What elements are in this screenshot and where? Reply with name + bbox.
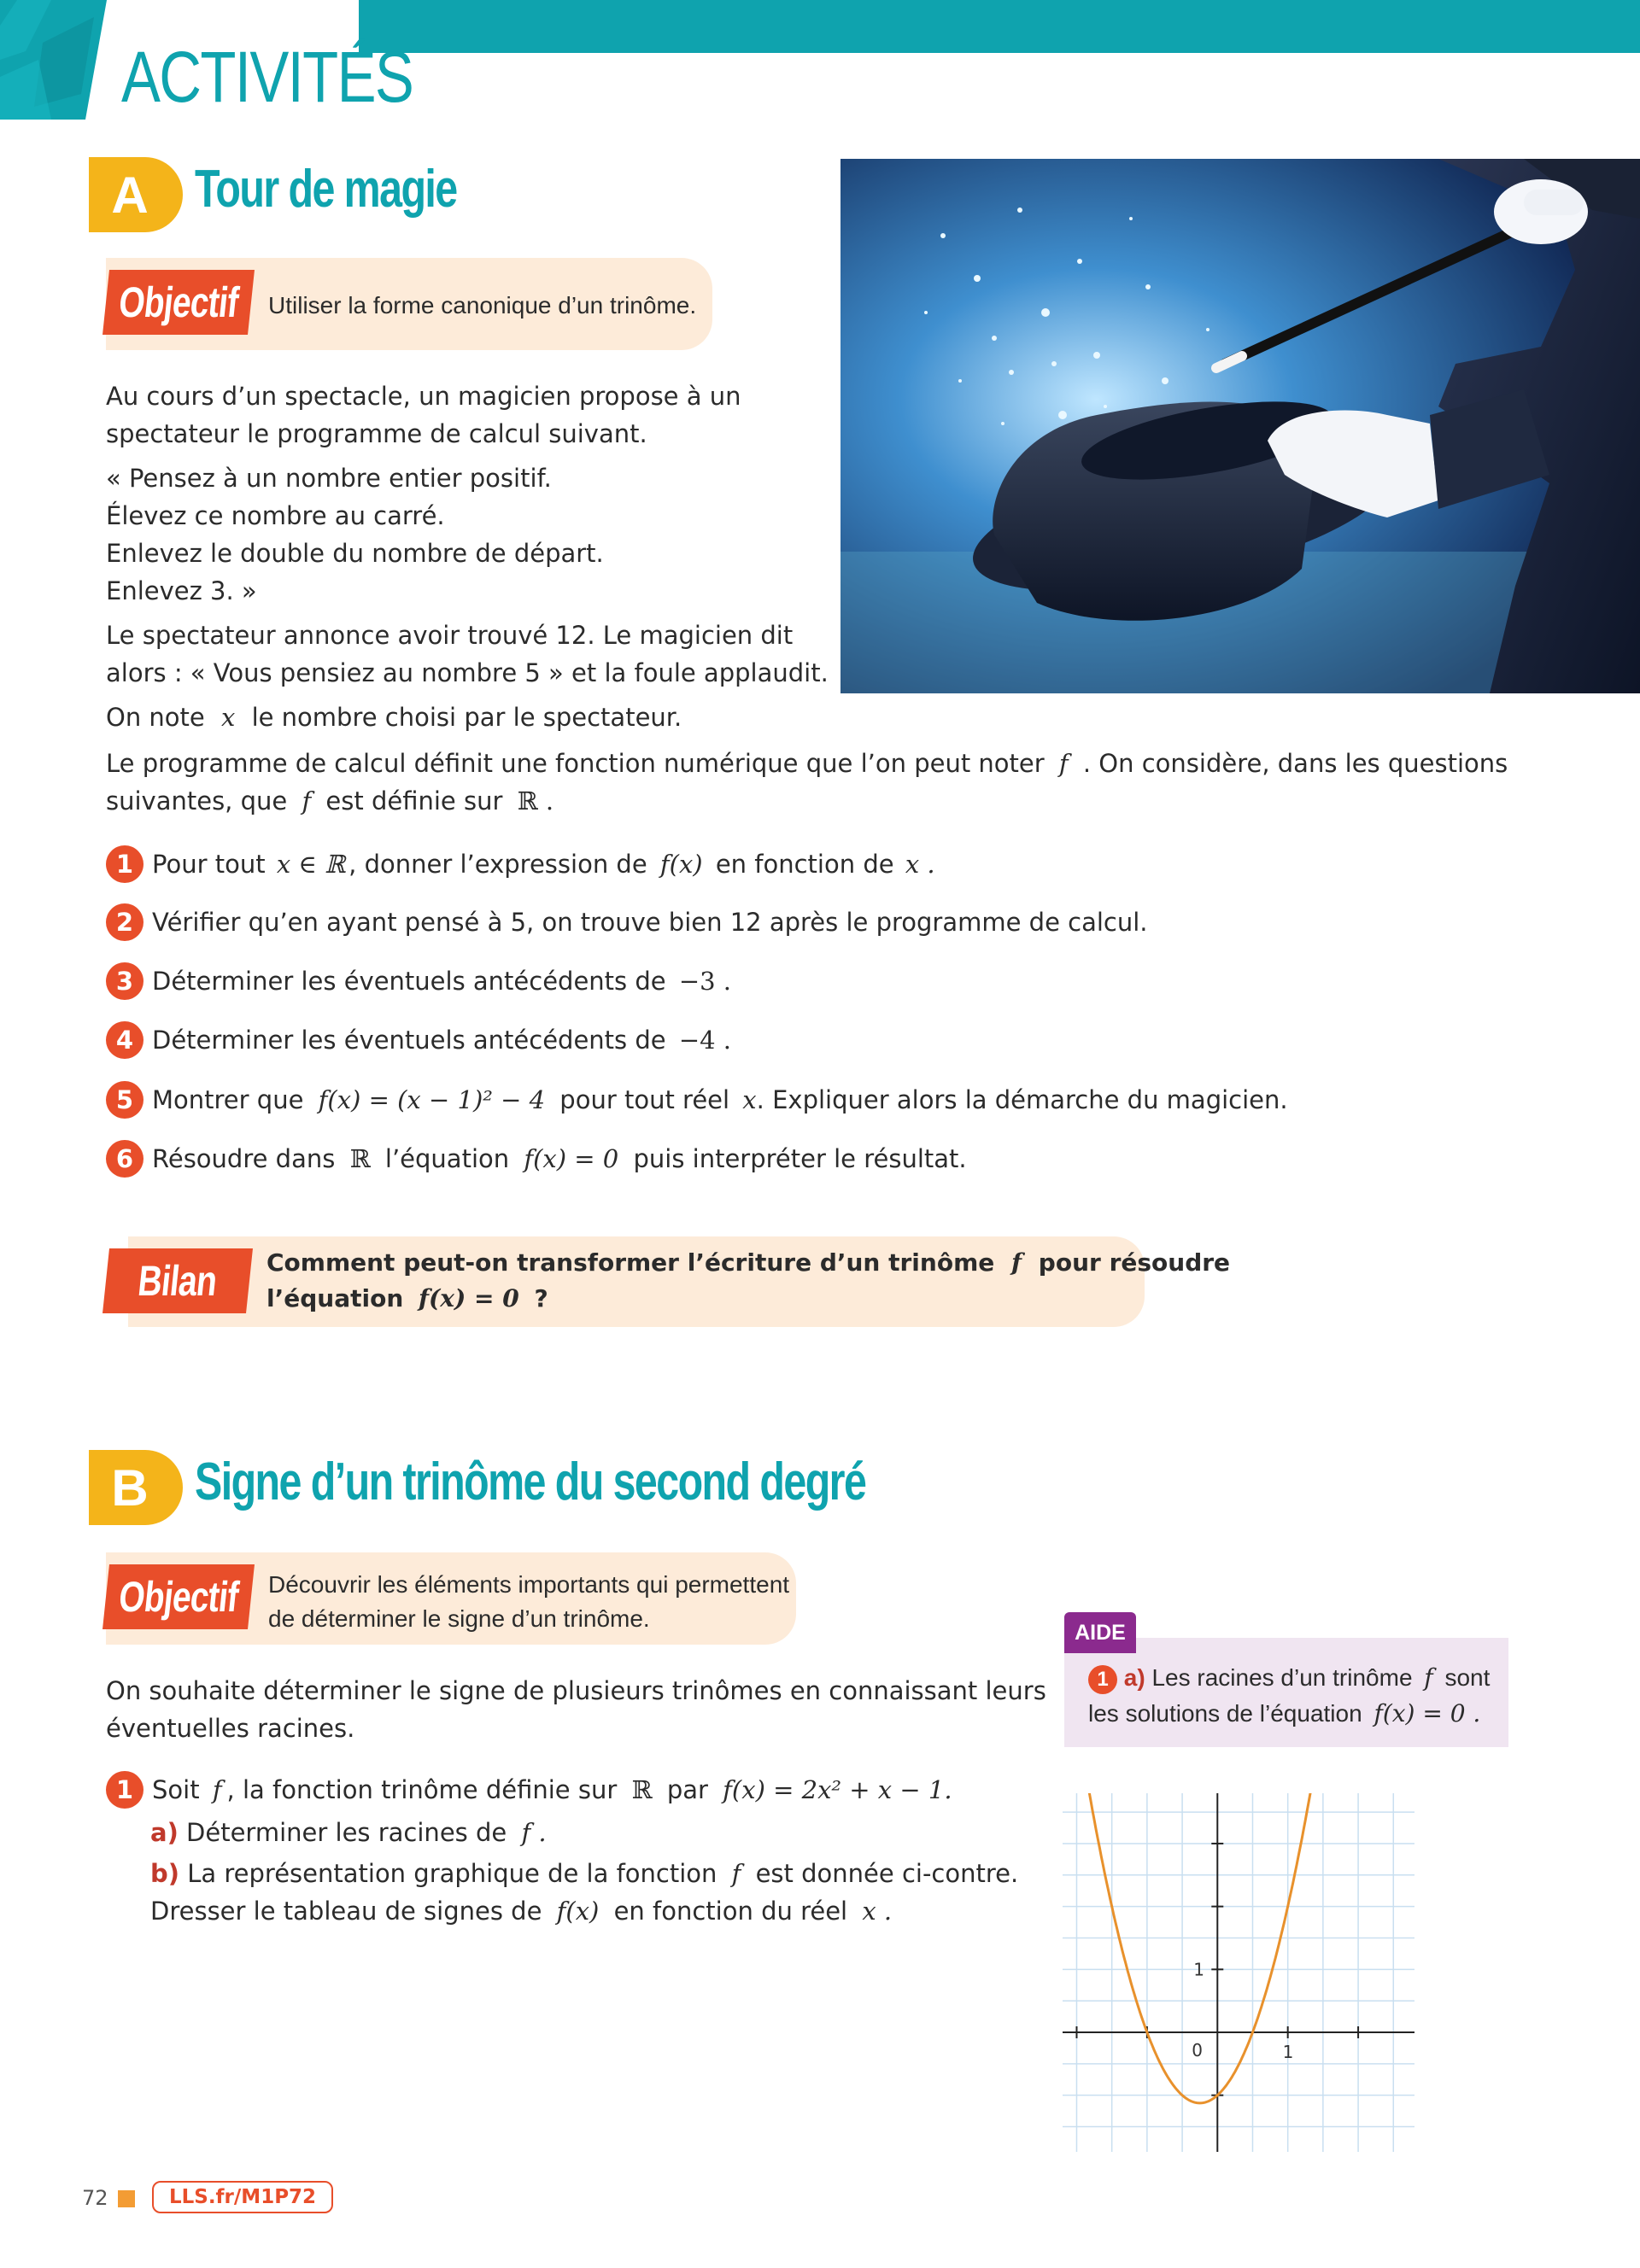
header-band [359,0,1640,53]
question-number-4: 4 [106,1021,144,1059]
question-6: Résoudre dans ℝ l’équation f(x) = 0 puis interpréter le résultat. [152,1144,967,1173]
question-3: Déterminer les éventuels antécédents de −3 . [152,967,732,996]
definition-paragraph [106,745,1508,820]
footer-square-icon [118,2190,135,2207]
aide-tag: AIDE [1064,1612,1136,1653]
question-b-1b: b) La représentation graphique de la fonction f est donnée ci-contre. [150,1859,1019,1888]
bilan-question: Comment peut-on transformer l’écriture d’un trinôme f pour résoudre l’équation f(x) = 0 ? [266,1248,1231,1312]
aide-text: 1 a) Les racines d’un trinôme f sont les solutions de l’équation f(x) = 0 . [1088,1663,1491,1727]
text-segment: On note [106,703,205,732]
page-number: 72 [82,2186,108,2210]
math-set: ℝ . [517,786,554,815]
objectif-b-text: Découvrir les éléments importants qui permettent de déterminer le signe d’un trinôme. [268,1571,790,1632]
text-segment: suivantes, que [106,786,288,815]
bilan-tag: Bilan [102,1248,253,1313]
graph-grid [1063,1793,1414,2152]
text-line: éventuelles racines. [106,1714,355,1743]
text-line: Le spectateur annonce avoir trouvé 12. Le magicien dit [106,621,794,650]
origin-label: 0 [1192,2040,1204,2060]
x-tick-label: 1 [1282,2042,1294,2062]
question-4: Déterminer les éventuels antécédents de −4 . [152,1026,732,1055]
text-segment: Le programme de calcul définit une fonction numérique que l’on peut noter [106,749,1045,778]
text-line: Au cours d’un spectacle, un magicien propose à un [106,382,741,411]
intro-b-paragraph [106,1672,1046,1747]
text-line: alors : « Vous pensiez au nombre 5 » et la foule applaudit. [106,658,829,687]
question-2: Vérifier qu’en ayant pensé à 5, on trouve bien 12 après le programme de calcul. [152,908,1148,937]
intro-paragraph [106,377,741,453]
question-number-1: 1 [106,845,144,883]
footer-link[interactable]: LLS.fr/M1P72 [152,2181,333,2213]
objectif-b-tag: Objectif [102,1564,255,1629]
aide-number: 1 [1088,1665,1117,1694]
text-segment: le nombre choisi par le spectateur. [251,703,682,732]
graph-axes [1063,1793,1414,2152]
math-variable: f [1058,749,1069,778]
page-heading: ACTIVITÉS [121,37,413,117]
objectif-a-text: Utiliser la forme canonique d’un trinôme. [268,292,697,319]
text-line: Enlevez 3. » [106,576,257,605]
section-a-badge: A [89,157,183,232]
section-b-badge: B [89,1450,183,1525]
section-b-title: Signe d’un trinôme du second degré [195,1453,866,1511]
text-segment: est définie sur [325,786,503,815]
question-b-number-1: 1 [106,1771,144,1809]
section-a-title: Tour de magie [195,160,457,219]
question-b-1a: a) Déterminer les racines de f . [150,1818,547,1847]
question-b-1: Soit f , la fonction trinôme définie sur ℝ par f(x) = 2x² + x − 1. [152,1775,952,1804]
math-variable: x [220,703,236,732]
text-line: On souhaite déterminer le signe de plusieurs trinômes en connaissant leurs [106,1676,1046,1705]
question-number-5: 5 [106,1081,144,1119]
result-paragraph [106,617,829,692]
note-line [106,699,682,736]
magician-photo [840,159,1640,693]
question-number-3: 3 [106,962,144,1000]
math-variable: f [302,786,312,815]
text-line: Enlevez le double du nombre de départ. [106,539,604,568]
question-b-1b-line2: Dresser le tableau de signes de f(x) en fonction du réel x . [150,1897,893,1926]
question-number-6: 6 [106,1140,144,1178]
function-graph [1063,1793,1414,2152]
objectif-a-tag: Objectif [102,270,255,335]
text-segment: . On considère, dans les questions [1082,749,1508,778]
text-line: Élevez ce nombre au carré. [106,501,445,530]
question-number-2: 2 [106,903,144,941]
question-5: Montrer que f(x) = (x − 1)² − 4 pour tout réel x. Expliquer alors la démarche du magicien. [152,1085,1288,1114]
question-1: Pour tout x ∈ ℝ , donner l’expression de f(x) en fonction de x . [152,850,935,879]
text-line: « Pensez à un nombre entier positif. [106,464,552,493]
text-line: spectateur le programme de calcul suivant. [106,419,647,448]
program-paragraph [106,459,604,610]
y-tick-label: 1 [1193,1959,1205,1980]
